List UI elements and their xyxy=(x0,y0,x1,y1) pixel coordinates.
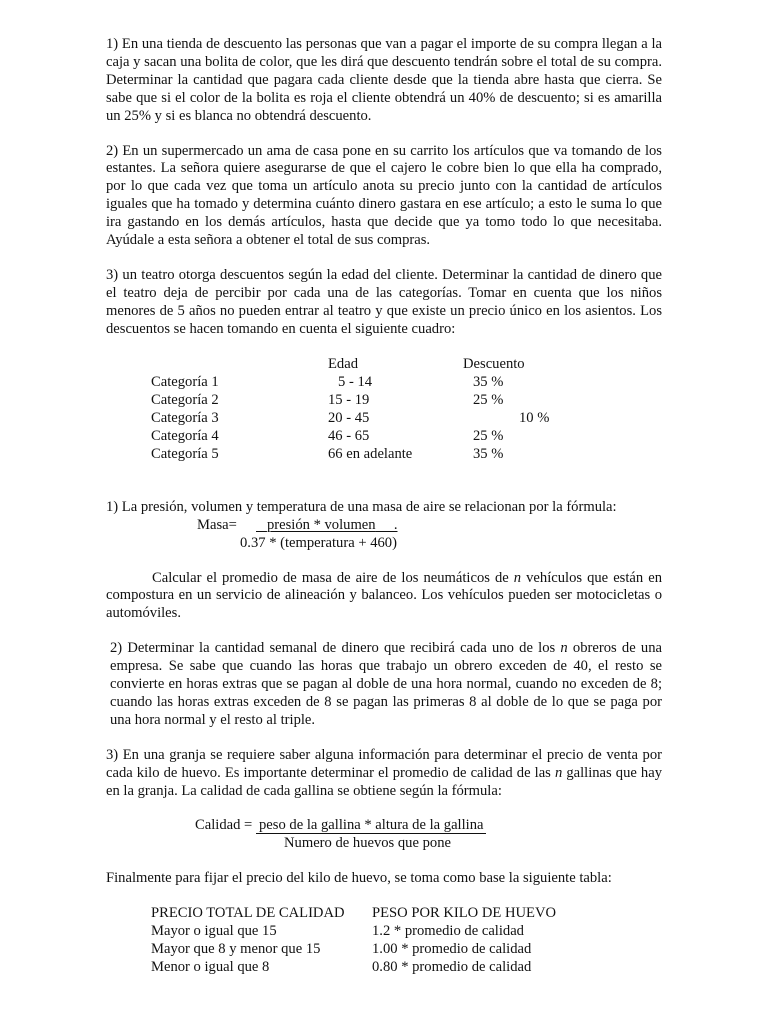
age-range: 15 - 19 xyxy=(328,391,370,408)
table-row xyxy=(106,959,662,977)
variable-n: n xyxy=(554,764,563,781)
paragraph-workers-pay: 2) Determinar la cantidad semanal de dinero que recibirá cada uno de los n obreros de una empresa. Se sabe que cuando las horas que trabajo un obrero exceden de 40, el resto se convierte en horas extras que se pagan al doble de una hora normal, cuando no exceden de 8; cuando las horas extras exceden de 8 se pagan las primeras 8 al doble de lo que se paga por una hora normal y el resto al triple. xyxy=(110,640,662,728)
condition-cell: Menor o igual que 8 xyxy=(151,959,270,976)
header-descuento: Descuento xyxy=(463,355,525,372)
discount-value: 25 % xyxy=(473,391,504,408)
formula-numerator: presión * volumen . xyxy=(266,516,398,533)
category-label: Categoría 1 xyxy=(151,373,219,390)
header-weight-per-kilo: PESO POR KILO DE HUEVO xyxy=(372,905,557,922)
condition-cell: Mayor o igual que 15 xyxy=(151,923,277,940)
paragraph-theater: 3) un teatro otorga descuentos según la edad del cliente. Determinar la cantidad de dinero que el teatro deja de percibir por cada una de las categorías. Tomar en cuenta que los niños menores de 5 años no pueden entrar al teatro y que existe un precio único en los asientos. Los descuentos se hacen tomando en cuenta el siguiente cuadro: xyxy=(106,266,662,337)
discount-value: 35 % xyxy=(473,445,504,462)
table-row xyxy=(106,446,662,464)
table-row xyxy=(106,374,662,392)
age-range: 46 - 65 xyxy=(328,427,370,444)
variable-n: n xyxy=(513,569,522,586)
header-edad: Edad xyxy=(328,355,358,372)
category-label: Categoría 2 xyxy=(151,391,219,408)
header-total-quality: PRECIO TOTAL DE CALIDAD xyxy=(151,905,345,922)
paragraph-farm: 3) En una granja se requiere saber alguna información para determinar el precio de venta por cada kilo de huevo. Es importante determinar el promedio de calidad de las n gallinas que hay en la granja. La calidad de cada gallina se obtiene según la fórmula: xyxy=(106,746,663,799)
category-label: Categoría 5 xyxy=(151,445,219,462)
age-range: 20 - 45 xyxy=(328,409,370,426)
mass-formula xyxy=(106,517,662,553)
discount-value: 35 % xyxy=(473,373,504,390)
paragraph-air-mass: 1) La presión, volumen y temperatura de una masa de aire se relacionan por la fórmula: xyxy=(106,498,617,515)
category-label: Categoría 3 xyxy=(151,409,219,426)
table-header-row xyxy=(106,356,662,374)
table-row xyxy=(106,410,662,428)
factor-cell: 1.2 * promedio de calidad xyxy=(372,923,524,940)
table-row xyxy=(106,923,662,941)
variable-n: n xyxy=(560,640,568,657)
factor-cell: 0.80 * promedio de calidad xyxy=(372,959,532,976)
paragraph-discount-store: 1) En una tienda de descuento las personas que van a pagar el importe de su compra llegan a la caja y sacan una bolita de color, que les dirá que descuento tendrán sobre el total de su compra. Determinar la cantidad que pagara cada cliente desde que la tienda abre hasta que cierra. Se sabe que si el color de la bolita es roja el cliente obtendrá un 40% de descuento; si es amarilla un 25% y si es blanca no obtendrá descuento. xyxy=(106,36,662,124)
paragraph-egg-price: Finalmente para fijar el precio del kilo de huevo, se toma como base la siguiente tabla: xyxy=(106,870,612,887)
paragraph-supermarket: 2) En un supermercado un ama de casa pone en su carrito los artículos que va tomando de los estantes. La señora quiere asegurarse de que el cajero le cobre bien lo que ella ha comprado, por lo que cada vez que toma un artículo anota su precio junto con la cantidad de artículos iguales que ha tomado y determina cuánto dinero gastara en ese artículo; a esto le suma lo que ira gastando en los demás artículos, hasta que decide que ya tomo todo lo que necesitaba. Ayúdale a esta señora a obtener el total de sus compras. xyxy=(106,142,662,249)
formula-numerator: peso de la gallina * altura de la gallina xyxy=(256,817,486,834)
factor-cell: 1.00 * promedio de calidad xyxy=(372,941,532,958)
formula-label: Calidad = xyxy=(195,817,253,834)
formula-denominator: 0.37 * (temperatura + 460) xyxy=(240,534,397,551)
table-row xyxy=(106,941,662,959)
discount-value: 25 % xyxy=(473,427,504,444)
quality-formula xyxy=(106,817,662,853)
age-range: 5 - 14 xyxy=(338,373,373,390)
discount-value: 10 % xyxy=(519,409,550,426)
table-header-row xyxy=(106,905,662,923)
formula-label: Masa= xyxy=(197,516,237,533)
table-row xyxy=(106,428,662,446)
category-discount-table xyxy=(106,356,662,464)
category-label: Categoría 4 xyxy=(151,427,219,444)
formula-denominator: Numero de huevos que pone xyxy=(284,835,451,852)
age-range: 66 en adelante xyxy=(328,445,413,462)
table-row xyxy=(106,392,662,410)
egg-price-table xyxy=(106,905,662,977)
condition-cell: Mayor que 8 y menor que 15 xyxy=(151,941,321,958)
paragraph-tire-average: Calcular el promedio de masa de aire de los neumáticos de n vehículos que están en compostura en un servicio de alineación y balanceo. Los vehículos pueden ser motocicletas o automóviles. xyxy=(106,569,662,622)
document-page xyxy=(106,36,662,977)
